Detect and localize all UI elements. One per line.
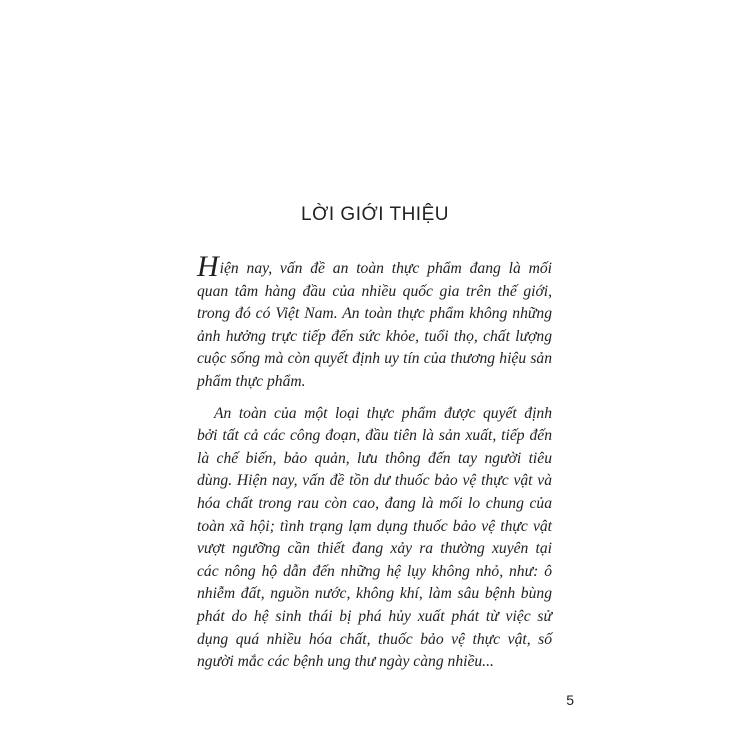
paragraph-2-line-7: vượt ngưỡng cần thiết đang xảy ra thường xuyên tại xyxy=(197,540,552,558)
page-number: 5 xyxy=(566,692,574,708)
paragraph-1-line-1: Hiện nay, vấn đề an toàn thực phẩm đang là mối xyxy=(197,250,552,283)
paragraph-2-line-11: dụng quá nhiều hóa chất, thuốc bảo vệ thực vật, số xyxy=(197,630,552,648)
paragraph-1-line-2: quan tâm hàng đầu của nhiều quốc gia trên thế giới, xyxy=(197,282,552,300)
paragraph-2-line-8: các nông hộ dẫn đến những hệ lụy không nhỏ, như: ô xyxy=(197,562,552,580)
page-title: LỜI GIỚI THIỆU xyxy=(301,204,449,225)
paragraph-2-line-6: toàn xã hội; tình trạng lạm dụng thuốc bảo vệ thực vật xyxy=(197,517,552,535)
paragraph-1-line-3: trong đó có Việt Nam. An toàn thực phẩm không những xyxy=(197,305,552,323)
paragraph-2-line-10: phát do hệ sinh thái bị phá hủy xuất phát từ việc sử xyxy=(197,607,552,625)
paragraph-2-line-3: là chế biến, bảo quản, lưu thông đến tay người tiêu xyxy=(197,449,552,467)
paragraph-2-line-12: người mắc các bệnh ung thư ngày càng nhiều... xyxy=(197,653,494,671)
paragraph-2-line-1: An toàn của một loại thực phẩm được quyết định xyxy=(214,404,552,422)
paragraph-1 xyxy=(197,250,552,394)
drop-cap: H xyxy=(197,250,219,283)
paragraph-2-line-9: nhiễm đất, nguồn nước, không khí, làm sâu bệnh bùng xyxy=(197,585,552,603)
introduction-body xyxy=(197,250,552,683)
paragraph-2-line-2: bởi tất cả các công đoạn, đầu tiên là sản xuất, tiếp đến xyxy=(197,427,552,445)
paragraph-2-line-5: hóa chất trong rau còn cao, đang là mối lo chung của xyxy=(197,494,552,512)
paragraph-2-line-4: dùng. Hiện nay, vấn đề tồn dư thuốc bảo vệ thực vật và xyxy=(197,472,552,490)
paragraph-1-line-5: cuộc sống mà còn quyết định uy tín của thương hiệu sản xyxy=(197,350,552,368)
paragraph-2 xyxy=(197,403,552,674)
paragraph-1-line-4: ảnh hưởng trực tiếp đến sức khỏe, tuổi thọ, chất lượng xyxy=(197,327,552,345)
paragraph-1-line-6: phẩm thực phẩm. xyxy=(197,372,306,390)
